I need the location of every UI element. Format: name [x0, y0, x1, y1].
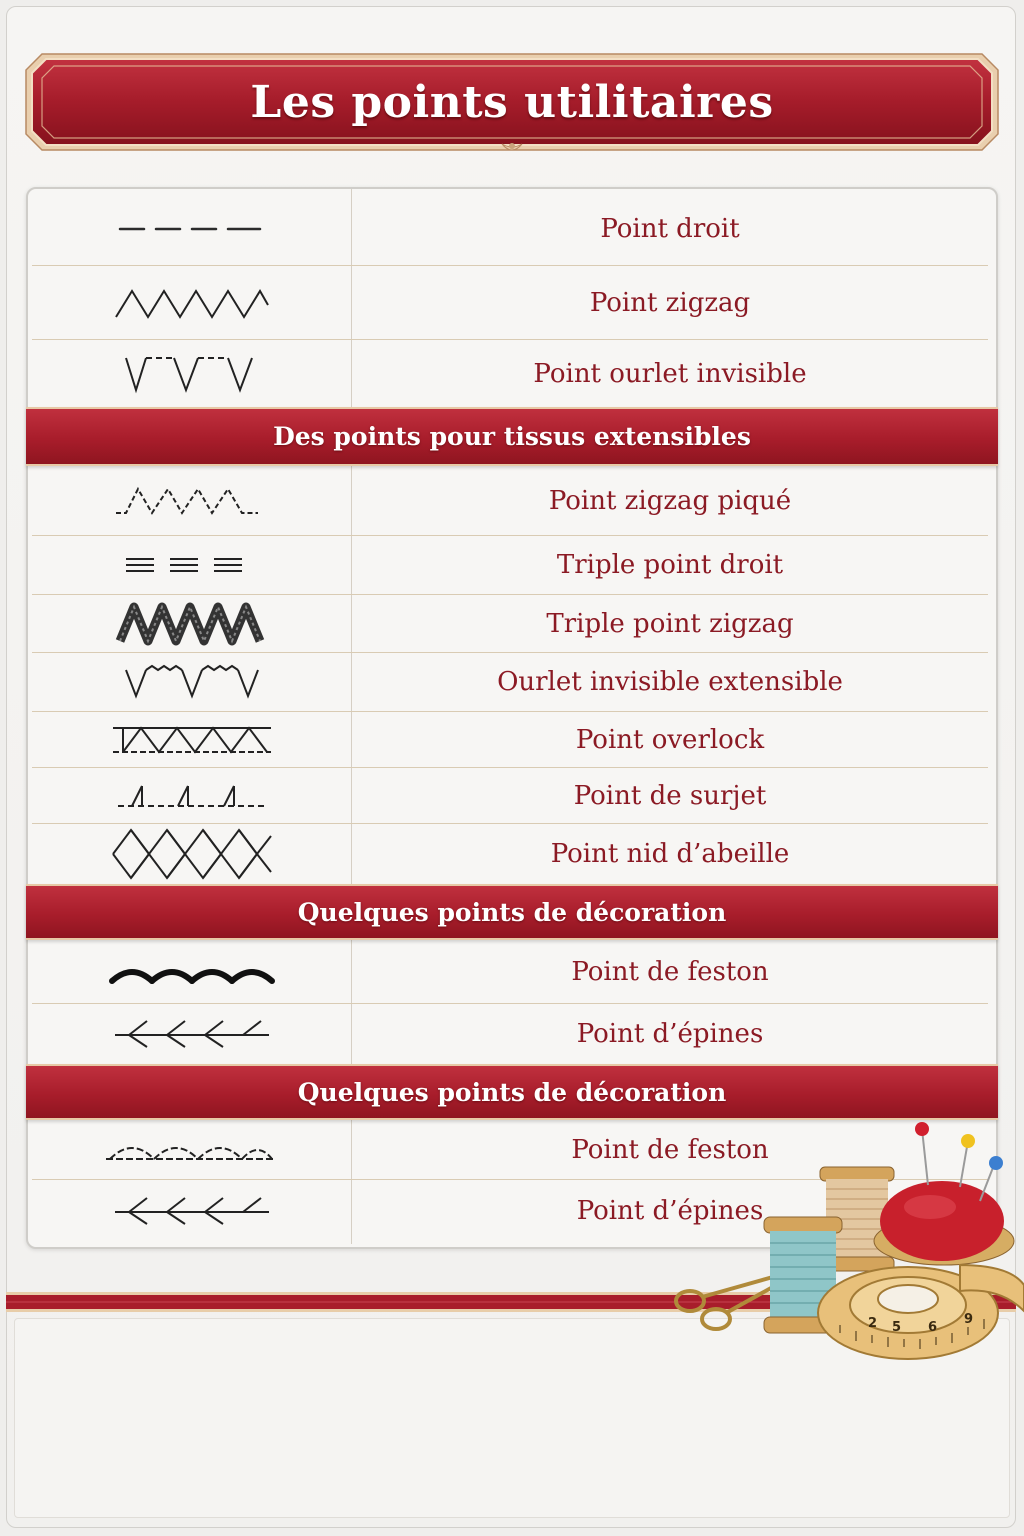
- zigzag-stitch-icon: [112, 283, 272, 323]
- feather-stitch-icon: [107, 1194, 277, 1228]
- honeycomb-stitch-icon: [107, 826, 277, 882]
- table-row: [32, 466, 988, 536]
- stitch-label: Triple point zigzag: [546, 608, 794, 639]
- section-header: Quelques points de décoration: [26, 1064, 998, 1120]
- title-banner: [24, 52, 1000, 158]
- page-title: Les points utilitaires: [250, 76, 774, 128]
- scallop-outline-stitch-icon: [102, 1135, 282, 1165]
- section-header: Quelques points de décoration: [26, 884, 998, 940]
- table-row: [32, 940, 988, 1004]
- table-row: [32, 595, 988, 653]
- triple-zigzag-stitch-icon: [112, 601, 272, 647]
- blind-hem-stitch-icon: [112, 352, 272, 396]
- stretch-blind-hem-icon: [112, 662, 272, 702]
- table-row: [32, 768, 988, 824]
- stitch-label: Point overlock: [575, 724, 765, 755]
- tape-number: 6: [928, 1320, 938, 1335]
- measuring-tape-icon: [818, 1265, 1024, 1359]
- triple-straight-stitch-icon: [112, 553, 272, 577]
- section-header: Des points pour tissus extensibles: [26, 407, 998, 466]
- overcast-stitch-icon: [112, 780, 272, 812]
- stitch-label: Point d’épines: [576, 1019, 764, 1049]
- tape-number: 2: [868, 1316, 878, 1331]
- stitch-label: Ourlet invisible extensible: [497, 667, 843, 697]
- stitch-label: Point de surjet: [573, 780, 767, 811]
- stitch-label: Point zigzag piqué: [548, 485, 792, 516]
- straight-stitch-icon: [112, 219, 272, 239]
- tape-number: 5: [892, 1320, 902, 1335]
- table-row: [32, 536, 988, 595]
- stitch-label: Point ourlet invisible: [533, 358, 807, 389]
- table-row: [32, 340, 988, 407]
- tape-number: 9: [964, 1312, 974, 1327]
- pincushion-icon: [874, 1122, 1014, 1265]
- multi-zigzag-stitch-icon: [112, 481, 272, 521]
- stitch-label: Point d’épines: [576, 1196, 764, 1226]
- stitch-label: Point nid d’abeille: [550, 839, 790, 869]
- overlock-stitch-icon: [107, 722, 277, 758]
- table-row: [32, 653, 988, 712]
- table-row: [32, 1004, 988, 1064]
- table-row: [32, 824, 988, 884]
- stitch-label: Point droit: [600, 213, 740, 244]
- table-row: [32, 266, 988, 340]
- stitch-label: Point zigzag: [589, 287, 751, 318]
- sewing-supplies-illustration: [660, 1115, 1024, 1375]
- table-row: [32, 712, 988, 768]
- stitch-label: Point de feston: [571, 956, 769, 987]
- table-row: [32, 192, 988, 266]
- feather-stitch-icon: [107, 1017, 277, 1051]
- stitch-label: Point de feston: [571, 1134, 769, 1165]
- stitch-label: Triple point droit: [556, 550, 784, 580]
- scallop-stitch-icon: [102, 957, 282, 987]
